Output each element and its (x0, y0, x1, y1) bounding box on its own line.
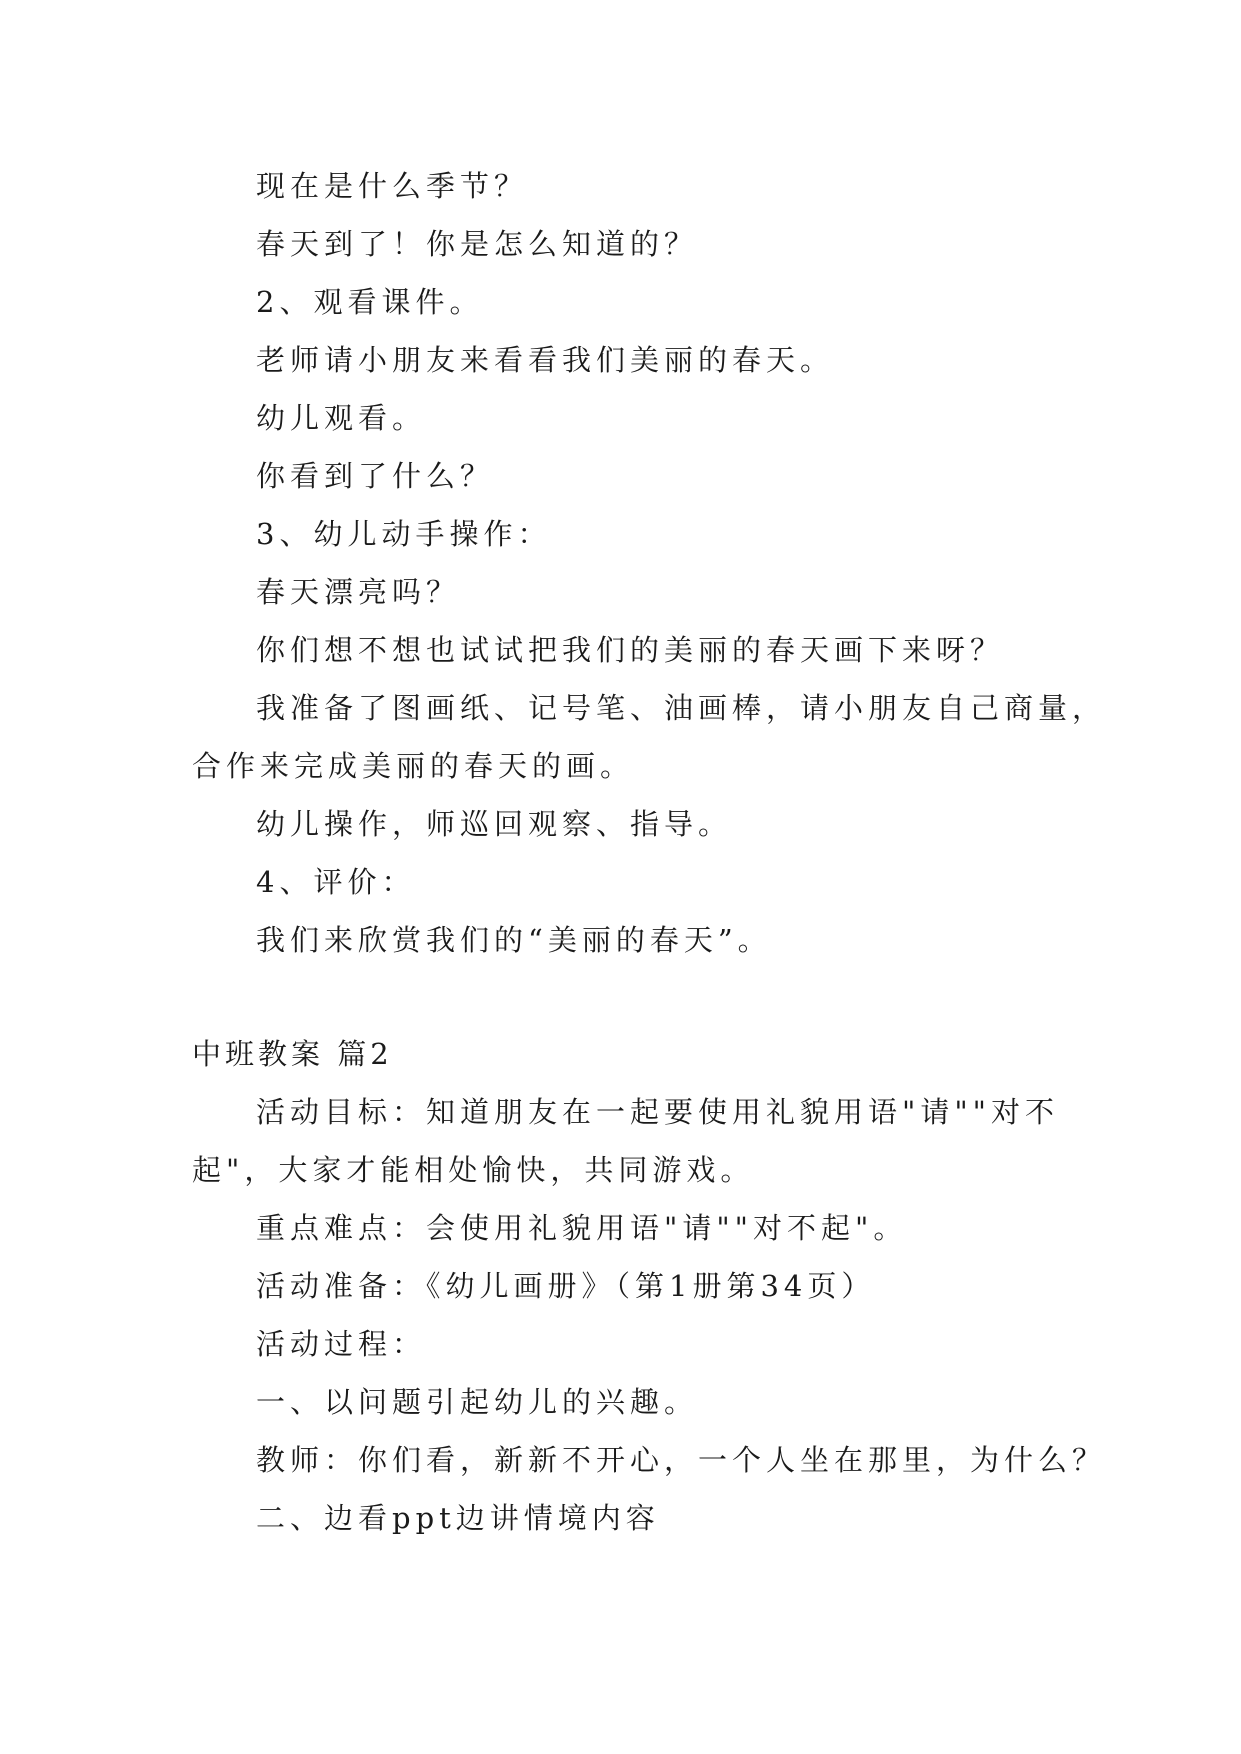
text-line: 4、评价： (256, 865, 416, 899)
text-line: 合作来完成美丽的春天的画。 (192, 749, 635, 783)
text-line: 幼儿观看。 (256, 401, 427, 435)
text-line: 活动目标：知道朋友在一起要使用礼貌用语"请""对不 (256, 1095, 1060, 1129)
text-line: 重点难点：会使用礼貌用语"请""对不起"。 (256, 1211, 908, 1245)
text-line: 幼儿操作，师巡回观察、指导。 (256, 807, 733, 841)
text-line: 春天到了！你是怎么知道的？ (256, 227, 699, 261)
text-line: 活动准备：《幼儿画册》（第1册第34页） (256, 1269, 876, 1303)
text-line: 我准备了图画纸、记号笔、油画棒，请小朋友自己商量， (256, 691, 1107, 725)
text-line: 起"，大家才能相处愉快，共同游戏。 (192, 1153, 755, 1187)
text-line: 2、观看课件。 (256, 285, 484, 319)
text-line: 我们来欣赏我们的“美丽的春天”。 (256, 923, 772, 957)
text-line: 春天漂亮吗？ (256, 575, 461, 609)
text-line: 活动过程： (256, 1327, 427, 1361)
text-line: 现在是什么季节？ (256, 169, 529, 203)
text-line: 一、以问题引起幼儿的兴趣。 (256, 1385, 699, 1419)
text-line: 二、边看ppt边讲情境内容 (256, 1501, 660, 1535)
text-line: 老师请小朋友来看看我们美丽的春天。 (256, 343, 835, 377)
text-line: 3、幼儿动手操作： (256, 517, 552, 551)
section-heading: 中班教案 篇2 (192, 1037, 393, 1071)
text-line: 你们想不想也试试把我们的美丽的春天画下来呀？ (256, 633, 1005, 667)
text-line: 你看到了什么？ (256, 459, 495, 493)
text-line: 教师：你们看，新新不开心，一个人坐在那里，为什么？ (256, 1443, 1107, 1477)
